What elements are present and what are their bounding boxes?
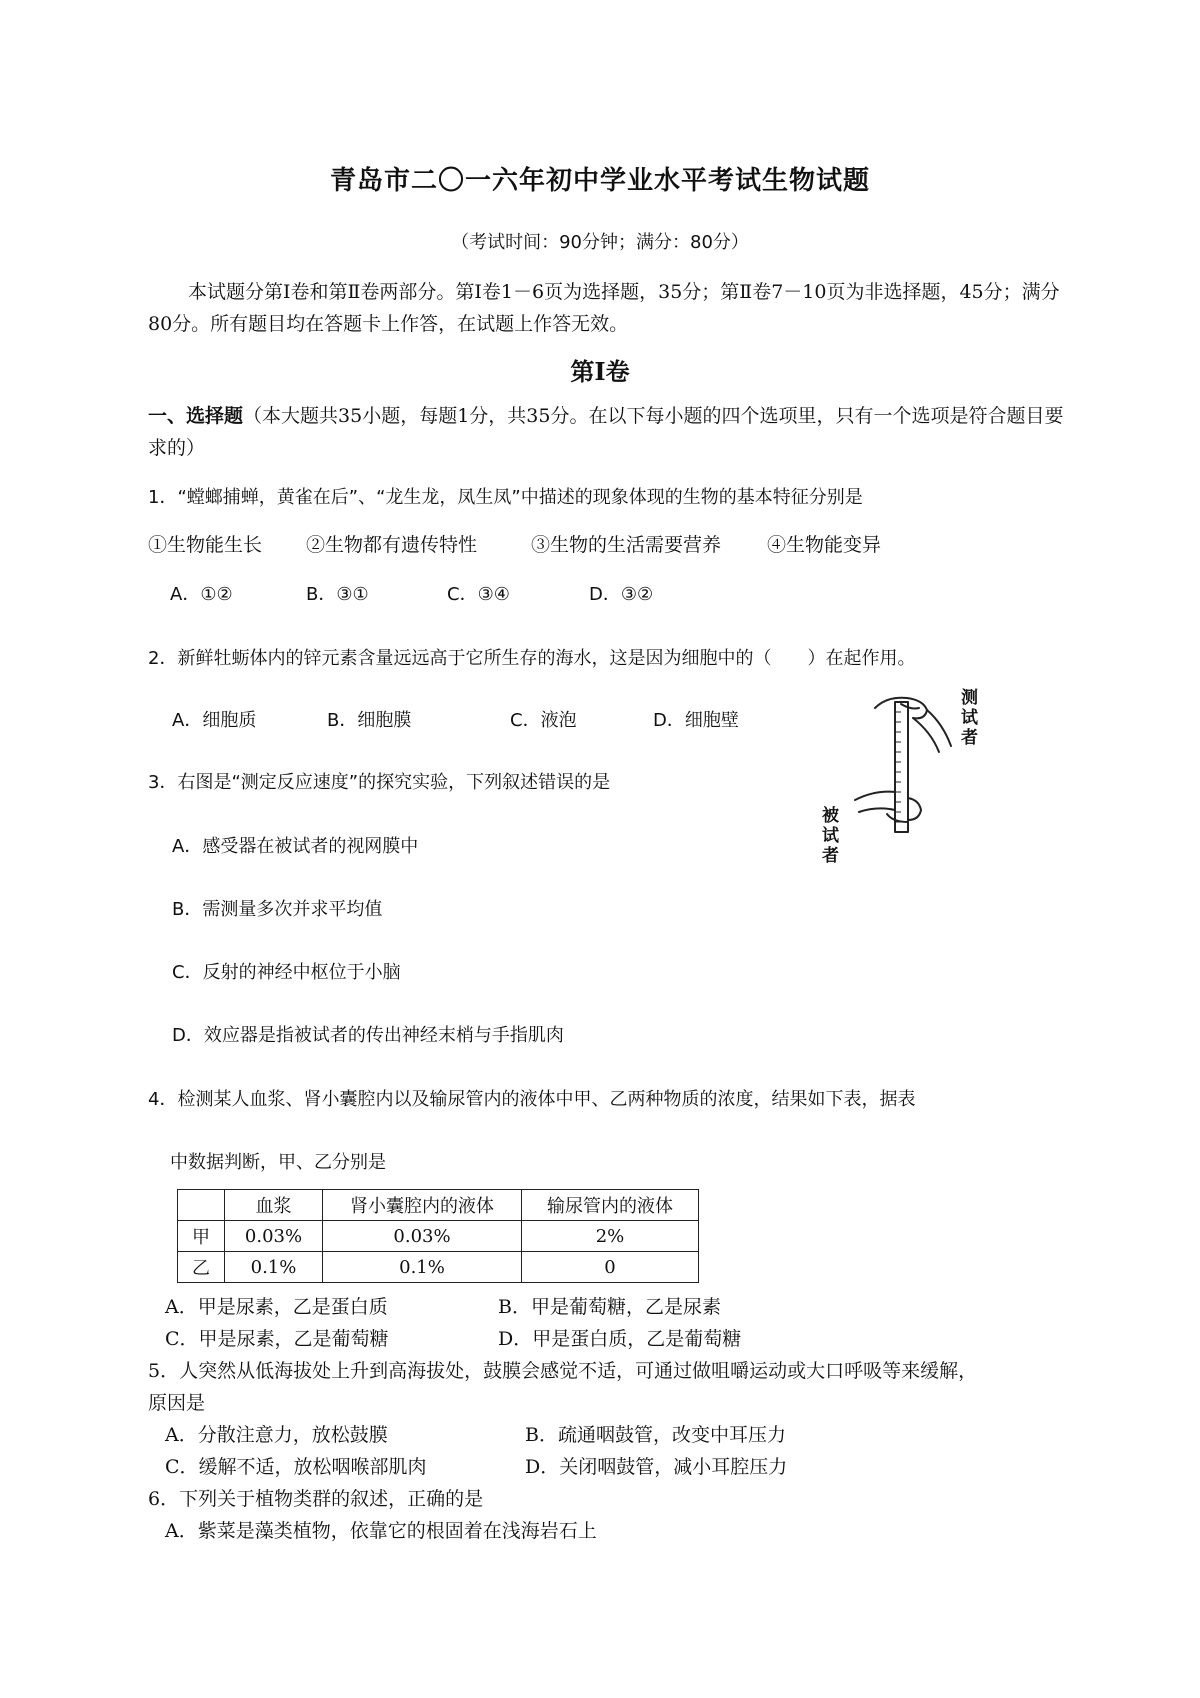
table-header-cell: 血浆 [225,1190,323,1221]
q2-option-c: C．液泡 [510,710,577,731]
instruction-text: （本大题共35小题，每题1分，共35分。在以下每小题的四个选项里，只有一个选项是符合题目要求的） [148,405,1064,459]
q5-option-c: C．缓解不适，放松咽喉部肌肉 [165,1456,427,1478]
table-header-row [178,1190,699,1221]
q4-option-b: B．甲是葡萄糖，乙是尿素 [498,1296,721,1318]
q1-item-4: ④生物能变异 [767,534,882,556]
table-cell: 0.03% [323,1221,522,1252]
q1-option-d: D．③② [589,584,654,605]
q6-option-a: A．紫菜是藻类植物，依靠它的根固着在浅海岩石上 [165,1520,597,1542]
q4-option-a: A．甲是尿素，乙是蛋白质 [165,1296,388,1318]
q4-stem-line1: 4．检测某人血浆、肾小囊腔内以及输尿管内的液体中甲、乙两种物质的浓度，结果如下表，据表 [148,1089,916,1110]
concentration-table [177,1189,699,1283]
q1-option-a: A．①② [170,584,233,605]
q2-option-d: D．细胞壁 [653,710,739,731]
q1-item-3: ③生物的生活需要营养 [531,534,722,556]
q4-stem-line2: 中数据判断，甲、乙分别是 [170,1152,386,1173]
q1-item-1: ①生物能生长 [148,534,263,556]
table-cell: 0 [522,1252,699,1283]
table-cell: 0.1% [225,1252,323,1283]
q5-stem-line2: 原因是 [148,1392,206,1414]
q3-option-a: A．感受器在被试者的视网膜中 [172,836,419,857]
table-cell: 0.03% [225,1221,323,1252]
exam-intro: 本试题分第Ⅰ卷和第Ⅱ卷两部分。第Ⅰ卷1－6页为选择题，35分；第Ⅱ卷7－10页为非选择题，45分；满分80分。所有题目均在答题卡上作答，在试题上作答无效。 [148,281,1060,335]
q1-item-2: ②生物都有遗传特性 [306,534,478,556]
q1-option-b: B．③① [306,584,369,605]
q3-option-b: B．需测量多次并求平均值 [172,899,383,920]
section-instruction [148,400,1068,464]
table-header-cell [178,1190,225,1221]
section-title: 第Ⅰ卷 [570,357,630,386]
exam-subtitle: （考试时间：90分钟；满分：80分） [451,232,749,253]
instruction-label: 一、选择题 [148,405,244,427]
q3-stem: 3．右图是“测定反应速度”的探究实验，下列叙述错误的是 [148,772,611,793]
table-cell: 2% [522,1221,699,1252]
exam-title: 青岛市二〇一六年初中学业水平考试生物试题 [329,166,870,196]
q1-option-c: C．③④ [447,584,510,605]
table-row [178,1221,699,1252]
q6-stem: 6．下列关于植物类群的叙述，正确的是 [148,1488,484,1510]
q2-option-b: B．细胞膜 [327,710,412,731]
q4-option-d: D．甲是蛋白质，乙是葡萄糖 [498,1328,742,1350]
q5-option-b: B．疏通咽鼓管，改变中耳压力 [525,1424,786,1446]
table-row [178,1252,699,1283]
q5-option-a: A．分散注意力，放松鼓膜 [165,1424,388,1446]
q3-option-d: D．效应器是指被试者的传出神经末梢与手指肌肉 [172,1025,564,1046]
table-header-cell: 肾小囊腔内的液体 [323,1190,522,1221]
q2-stem: 2．新鲜牡蛎体内的锌元素含量远远高于它所生存的海水，这是因为细胞中的（ ）在起作用。 [148,648,916,669]
q2-option-a: A．细胞质 [172,710,257,731]
q5-option-d: D．关闭咽鼓管，减小耳腔压力 [525,1456,788,1478]
q1-stem: 1．“螳螂捕蝉，黄雀在后”、“龙生龙，凤生凤”中描述的现象体现的生物的基本特征分别是 [148,487,863,508]
table-header-cell: 输尿管内的液体 [522,1190,699,1221]
table-cell: 甲 [178,1221,225,1252]
table-cell: 乙 [178,1252,225,1283]
q4-option-c: C．甲是尿素，乙是葡萄糖 [165,1328,389,1350]
q3-option-c: C．反射的神经中枢位于小脑 [172,962,401,983]
table-cell: 0.1% [323,1252,522,1283]
q5-stem-line1: 5．人突然从低海拔处上升到高海拔处，鼓膜会感觉不适，可通过做咀嚼运动或大口呼吸等来缓解， [148,1360,978,1382]
figure-label-subject: 被试者 [822,806,839,866]
figure-label-tester: 测试者 [961,688,978,748]
